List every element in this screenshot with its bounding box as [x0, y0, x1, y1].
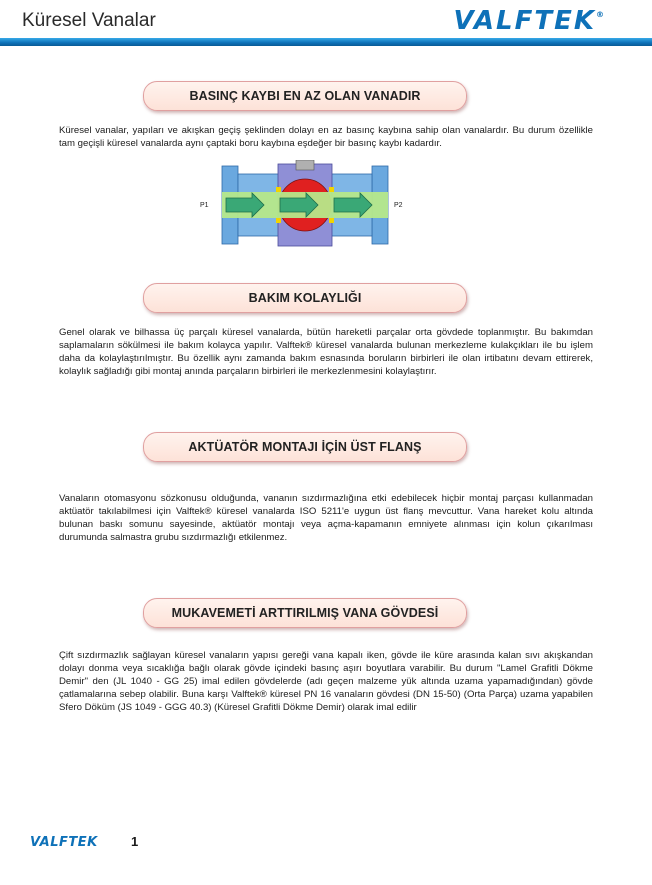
section-heading-body-strength: MUKAVEMETİ ARTTIRILMIŞ VANA GÖVDESİ: [143, 598, 467, 628]
p2-label: P2: [394, 202, 403, 209]
seat-marker: [329, 187, 334, 192]
seat-marker: [276, 218, 281, 223]
seat-marker: [276, 187, 281, 192]
valve-diagram-graphic: [200, 160, 410, 250]
page-title: Küresel Vanalar: [22, 10, 156, 31]
section-paragraph-body-strength: Çift sızdırmazlık sağlayan küresel vanaların yapısı gereği vana kapalı iken, gövde ile küre arasında kalan sıvı akışkandan dolayı donma veya sıcaklığa bağlı olarak gövde içindeki basınç aşırı boyutlara varabilir. Bu durum "Lamel Grafitli Dökme Demir" den (JL 1040 - GG 25) imal edilen gövdelerde (adı geçen malzeme yük altında uzama yapamadığından) gövde çatlamalarına sebep olabilir. Buna karşı Valftek® küresel PN 16 vanaların gövdesi (DN 15-50) (Orta Parça) uzama yapabilen Sfero Döküm (JS 1049 - GGG 40.3) (Küresel Grafitli Dökme Demir) olarak imal edilir: [59, 650, 593, 713]
ball-valve-flow-diagram: [200, 160, 410, 250]
footer-logo: VALFTEK: [30, 835, 98, 850]
section-heading-actuator-flange: AKTÜATÖR MONTAJI İÇİN ÜST FLANŞ: [143, 432, 467, 462]
section-paragraph-maintenance: Genel olarak ve bilhassa üç parçalı küresel vanalarda, bütün hareketli parçalar orta gövdede toplanmıştır. Bu bakımdan saplamaların sökülmesi ile bakım kolayca yapılır. Valftek® küresel vanalarda bulunan merkezleme kulakçıkları ile bu işlem daha da kolaylaştırılmıştır. Bu özellik aynı zamanda bakım esnasında boruların birbirleri ile olan irtibatını devam ettirerek, kolaylık sağladığı gibi montaj anında parçaların birbirleri ile merkezlenmesini kolaylaştırır.: [59, 327, 593, 377]
header-bar: [0, 38, 652, 46]
registered-mark: ®: [596, 10, 606, 19]
section-paragraph-actuator-flange: Vanaların otomasyonu sözkonusu olduğunda, vananın sızdırmazlığına etki edebilecek hiçbir montaj parçası kullanmadan aktüatör takılabilmesi için Valftek® küresel vanalarda ISO 5211'e uygun üst flanş mevcuttur. Vana hareket kolu altında bulunan baskı somunu sayesinde, aktüatör montajı veya açma-kapamanın emniyete alınması için kolun çıkarılması durumunda salmastra grubu sızdırmazlığı etkilenmez.: [59, 493, 593, 543]
seat-marker: [329, 218, 334, 223]
brand-name: VALFTEK: [453, 6, 596, 36]
section-heading-pressure-loss: BASINÇ KAYBI EN AZ OLAN VANADIR: [143, 81, 467, 111]
stem: [296, 160, 314, 170]
page-number: 1: [131, 834, 139, 849]
brand-logo: [453, 6, 606, 36]
section-heading-maintenance: BAKIM KOLAYLIĞI: [143, 283, 467, 313]
page-header: [0, 0, 652, 42]
section-paragraph-pressure-loss: Küresel vanalar, yapıları ve akışkan geçiş şeklinden dolayı en az basınç kaybına sahip olan vanalardır. Bu durum özellikle tam geçişli küresel vanalarda aynı çaptaki boru kaybına eşdeğer bir basınç kaybı kadardır.: [59, 125, 593, 149]
p1-label: P1: [200, 202, 209, 209]
